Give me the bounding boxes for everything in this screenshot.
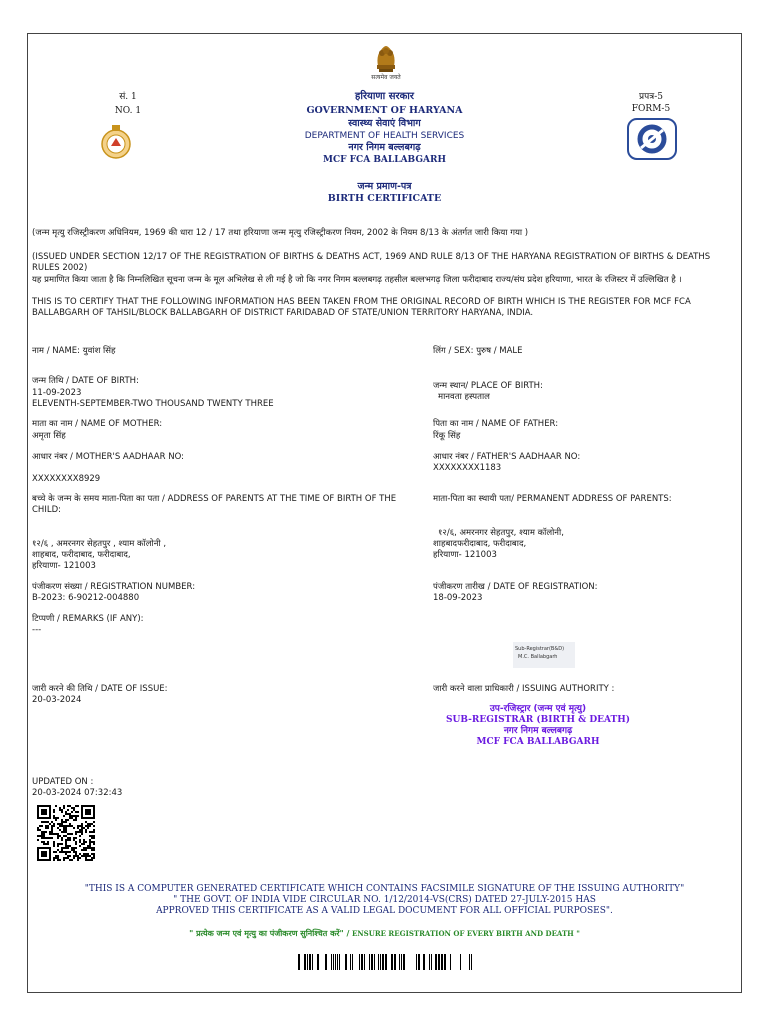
mcf-title-en: MCF FCA BALLABGARH bbox=[323, 155, 446, 165]
sex-label: लिंग / SEX: bbox=[433, 346, 474, 356]
birth-address-line3: हरियाणा- 121003 bbox=[32, 561, 96, 571]
certificate-page bbox=[27, 33, 742, 993]
barcode-icon bbox=[296, 954, 472, 974]
form-hi: प्रपत्र-5 bbox=[639, 92, 663, 102]
issue-date-label: जारी करने की तिथि / DATE OF ISSUE: bbox=[32, 684, 168, 694]
registration-date-value: 18-09-2023 bbox=[433, 593, 483, 603]
mother-aadhaar-value: XXXXXXXX8929 bbox=[32, 474, 101, 484]
issued-under-en: (ISSUED UNDER SECTION 12/17 OF THE REGISTRATION OF BIRTHS & DEATHS ACT, 1969 AND RULE 8/13 OF THE HARYANA REGISTRATION OF BIRTHS & DEATHS RULES 2002) bbox=[32, 252, 711, 273]
sex-field bbox=[433, 346, 733, 357]
authority-title-en: SUB-REGISTRAR (BIRTH & DEATH) bbox=[446, 715, 630, 725]
dob-label bbox=[32, 376, 412, 387]
sex-value: पुरुष / MALE bbox=[476, 346, 523, 356]
issuing-authority-label: जारी करने वाला प्राधिकारी / ISSUING AUTHORITY : bbox=[433, 684, 615, 694]
footer-note-1: "THIS IS A COMPUTER GENERATED CERTIFICATE WHICH CONTAINS FACSIMILE SIGNATURE OF THE ISSUING AUTHORITY" bbox=[84, 884, 685, 894]
qr-code-icon bbox=[37, 805, 95, 865]
mother-aadhaar-label: आधार नंबर / MOTHER'S AADHAAR NO: bbox=[32, 452, 184, 462]
emblem-motto: सत्यमेव जयते bbox=[371, 74, 401, 81]
registration-date-label: पंजीकरण तारीख / DATE OF REGISTRATION: bbox=[433, 582, 598, 592]
number-en: NO. 1 bbox=[114, 106, 142, 116]
number-hi: सं. 1 bbox=[119, 92, 137, 102]
dob-label-en: / DATE OF BIRTH: bbox=[63, 376, 139, 386]
dept-title-hi: स्वास्थ्य सेवाएं विभाग bbox=[348, 118, 421, 129]
permanent-address-line1: १२/६, अमरनगर सेहतपुर, श्याम कॉलोनी, bbox=[438, 528, 564, 538]
footer-slogan bbox=[28, 928, 741, 939]
govt-title-hi: हरियाणा सरकार bbox=[355, 91, 414, 102]
certificate-title-hi: जन्म प्रमाण-पत्र bbox=[357, 181, 412, 192]
dob-words: ELEVENTH-SEPTEMBER-TWO THOUSAND TWENTY THREE bbox=[32, 399, 274, 409]
birth-address-label: बच्चे के जन्म के समय माता-पिता का पता / ADDRESS OF PARENTS AT THE TIME OF BIRTH OF THE CHILD: bbox=[32, 494, 397, 515]
stamp-line2: M.C. Ballabgarh bbox=[518, 654, 558, 660]
remarks-value: --- bbox=[32, 625, 42, 635]
issued-under-hi: (जन्म मृत्यु रजिस्ट्रीकरण अधिनियम, 1969 की धारा 12 / 17 तथा हरियाणा जन्म मृत्यु रजिस्ट्रीकरण नियम, 2002 के नियम 8/13 के अंतर्गत जारी किया गया ) bbox=[32, 228, 529, 238]
mcf-title-hi: नगर निगम बल्लबगढ़ bbox=[348, 142, 421, 153]
mother-name-value: अमृता सिंह bbox=[32, 431, 66, 441]
mother-name-label: माता का नाम / NAME OF MOTHER: bbox=[32, 419, 163, 429]
name-label: नाम / NAME: bbox=[32, 346, 81, 356]
name-value: युवांश सिंह bbox=[82, 346, 116, 356]
footer-note-3: APPROVED THIS CERTIFICATE AS A VALID LEGAL DOCUMENT FOR ALL OFFICIAL PURPOSES". bbox=[156, 906, 613, 916]
certify-hi: यह प्रमाणित किया जाता है कि निम्नलिखित सूचना जन्म के मूल अभिलेख से ली गई है जो कि नगर निगम बल्लबगढ़ तहसील बल्लभगढ़ जिला फरीदाबाद राज्य/संघ प्रदेश हरियाणा, भारत के रजिस्टर में उल्लिखित है । bbox=[32, 275, 682, 285]
signature-stamp bbox=[513, 642, 575, 668]
updated-label: UPDATED ON : bbox=[32, 777, 94, 787]
form-en: FORM-5 bbox=[631, 104, 671, 114]
pob-value: मानवता हस्पताल bbox=[438, 392, 490, 402]
name-field bbox=[32, 346, 412, 357]
dob-value: 11-09-2023 bbox=[32, 388, 82, 398]
father-name-value: रिंकू सिंह bbox=[433, 431, 461, 441]
birth-address-line2: शाहबाद, फरीदाबाद, फरीदाबाद, bbox=[32, 550, 131, 560]
authority-office-en: MCF FCA BALLABGARH bbox=[476, 737, 600, 747]
national-emblem-icon bbox=[368, 44, 404, 74]
registration-number-label: पंजीकरण संख्या / REGISTRATION NUMBER: bbox=[32, 582, 196, 592]
dept-title-en: DEPARTMENT OF HEALTH SERVICES bbox=[304, 131, 465, 141]
stamp-line1: Sub-Registrar(B&D) bbox=[515, 646, 565, 652]
permanent-address-line2: शाहबादफरीदाबाद, फरीदाबाद, bbox=[433, 539, 527, 549]
certify-en: THIS IS TO CERTIFY THAT THE FOLLOWING INFORMATION HAS BEEN TAKEN FROM THE ORIGINAL RECORD OF BIRTH WHICH IS THE REGISTER FOR MCF FCA BALLABGARH OF TAHSIL/BLOCK BALLABGARH OF DISTRICT FARIDABAD OF STATE/UNION TERRITORY HARYANA, INDIA. bbox=[32, 297, 691, 318]
birth-address-line1: १२/६ , अमरनगर सेहतपुर , श्याम कॉलोनी , bbox=[32, 539, 167, 549]
govt-title-en: GOVERNMENT OF HARYANA bbox=[306, 105, 463, 116]
father-aadhaar-label: आधार नंबर / FATHER'S AADHAAR NO: bbox=[433, 452, 581, 462]
registration-number-value: B-2023: 6-90212-004880 bbox=[32, 593, 140, 603]
authority-title-hi: उप-रजिस्ट्रार (जन्म एवं मृत्यु) bbox=[489, 704, 587, 714]
updated-value: 20-03-2024 07:32:43 bbox=[32, 788, 123, 798]
slogan-en: ENSURE REGISTRATION OF EVERY BIRTH AND DEATH " bbox=[351, 929, 580, 938]
authority-office-hi: नगर निगम बल्लबगढ़ bbox=[503, 726, 573, 736]
slogan-hi: " प्रत्येक जन्म एवं मृत्यु का पंजीकरण सुनिश्चित करें" / bbox=[189, 929, 350, 938]
issue-date-value: 20-03-2024 bbox=[32, 695, 82, 705]
father-aadhaar-value: XXXXXXXX1183 bbox=[433, 463, 502, 473]
remarks-label: टिप्पणी / REMARKS (IF ANY): bbox=[32, 614, 144, 624]
footer-note-2: " THE GOVT. OF INDIA VIDE CIRCULAR NO. 1/12/2014-VS(CRS) DATED 27-JULY-2015 HAS bbox=[173, 895, 596, 905]
dob-label-hi: जन्म तिथि bbox=[32, 376, 64, 386]
pob-label: जन्म स्थान/ PLACE OF BIRTH: bbox=[433, 381, 543, 391]
permanent-address-label: माता-पिता का स्थायी पता/ PERMANENT ADDRESS OF PARENTS: bbox=[433, 494, 672, 504]
permanent-address-line3: हरियाणा- 121003 bbox=[433, 550, 497, 560]
father-name-label: पिता का नाम / NAME OF FATHER: bbox=[433, 419, 559, 429]
certificate-title-en: BIRTH CERTIFICATE bbox=[327, 193, 442, 204]
